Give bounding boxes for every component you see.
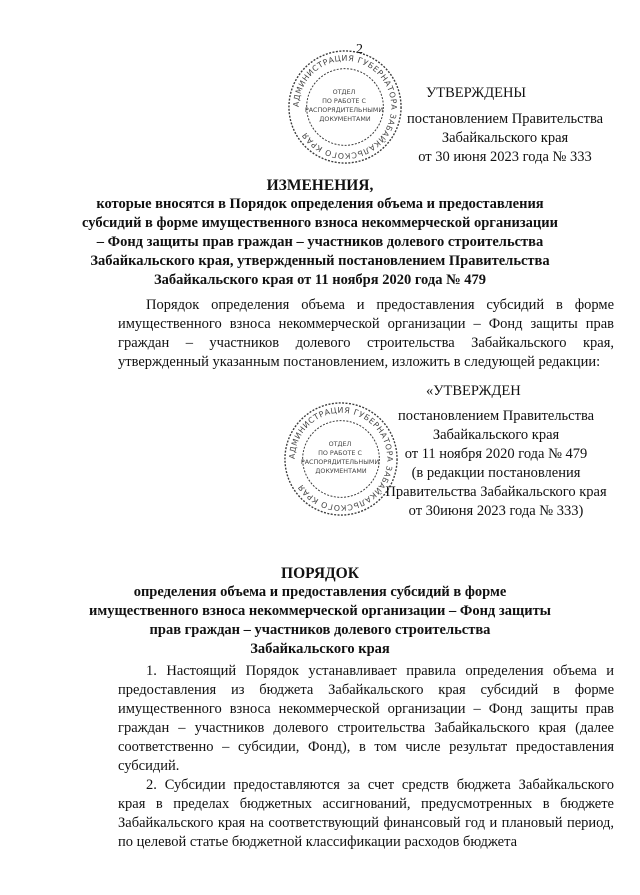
changes-line: субсидий в форме имущественного взноса некоммерческой организации	[82, 215, 558, 231]
approval-block-1	[400, 84, 610, 167]
approval-line: Забайкальского края	[432, 427, 560, 443]
paragraph-1: 1. Настоящий Порядок устанавливает правила определения объема и предоставления из бюджета Забайкальского края субсидий в форме имущественного взноса некоммерческой организации – Фонд защиты прав граждан – участников долевого строительства Забайкальского края (далее соответственно – субсидии, Фонд), в том числе результат предоставления субсидий.	[118, 663, 614, 774]
order-title: ПОРЯДОК	[281, 565, 359, 582]
order-heading	[60, 564, 580, 659]
approval-line: от 30июня 2023 года № 333)	[408, 503, 584, 519]
approval-line: постановлением Правительства	[397, 408, 595, 424]
approval-line: (в редакции постановления	[411, 465, 581, 481]
changes-title: ИЗМЕНЕНИЯ,	[266, 177, 374, 194]
stamp-ring-text: АДМИНИСТРАЦИЯ ГУБЕРНАТОРА ЗАБАЙКАЛЬСКОГО КРАЯ	[291, 53, 399, 161]
approval-line: от 11 ноября 2020 года № 479	[404, 446, 588, 462]
changes-line: Забайкальского края от 11 ноября 2020 года № 479	[153, 272, 487, 288]
order-line: имущественного взноса некоммерческой организации – Фонд защиты	[88, 603, 552, 619]
approval-line: постановлением Правительства	[406, 111, 604, 127]
approval-line: Правительства Забайкальского края	[385, 484, 607, 500]
paragraph-2: 2. Субсидии предоставляются за счет средств бюджета Забайкальского края в пределах бюджетных ассигнований, предусмотренных в бюджете Забайкальского края на соответствующий финансовый год и плановый период, по целевой статье бюджетной классификации расходов бюджета	[118, 777, 614, 850]
official-stamp	[286, 48, 404, 166]
stamp-center-line: РАСПОРЯДИТЕЛЬНЫМИ	[304, 105, 384, 114]
svg-text:ОТДЕЛ ПО РАБОТЕ С	[301, 440, 381, 475]
order-line: прав граждан – участников долевого строительства	[149, 622, 491, 638]
changes-heading	[60, 176, 580, 290]
stamp-center-line: ДОКУМЕНТАМИ	[319, 114, 371, 123]
changes-line: Забайкальского края, утвержденный постановлением Правительства	[90, 253, 550, 269]
stamp-center-line: ОТДЕЛ	[332, 88, 356, 97]
approval-title: УТВЕРЖДЕНЫ	[426, 85, 527, 101]
stamp-ring-text: АДМИНИСТРАЦИЯ ГУБЕРНАТОРА ЗАБАЙКАЛЬСКОГО КРАЯ	[287, 405, 395, 513]
stamp-seal-graphic	[286, 48, 404, 166]
stamp-center-line: ПО РАБОТЕ С	[318, 449, 362, 458]
intro-paragraph	[118, 296, 614, 372]
body-paragraphs	[118, 662, 614, 852]
approval-line: от 30 июня 2023 года № 333	[418, 149, 592, 165]
stamp-center-line: ПО РАБОТЕ С	[322, 97, 366, 106]
changes-line: которые вносятся в Порядок определения объема и предоставления	[96, 196, 544, 212]
order-line: Забайкальского края	[250, 641, 390, 657]
stamp-center-line: ОТДЕЛ	[328, 440, 352, 449]
stamp-center-line: РАСПОРЯДИТЕЛЬНЫМИ	[300, 457, 380, 466]
stamp-center-line: ДОКУМЕНТАМИ	[315, 466, 367, 475]
approval-block-2	[382, 382, 610, 521]
order-line: определения объема и предоставления субсидий в форме	[133, 584, 507, 600]
intro-paragraph-text: Порядок определения объема и предоставления субсидий в форме имущественного взноса некоммерческой организации – Фонд защиты прав граждан – участников долевого строительства Забайкальского края, утвержденный указанным постановлением, изложить в следующей редакции:	[118, 297, 614, 370]
page-number: 2	[356, 42, 363, 57]
changes-line: – Фонд защиты прав граждан – участников долевого строительства	[96, 234, 544, 250]
approval-line: Забайкальского края	[441, 130, 569, 146]
approval-title: «УТВЕРЖДЕН	[426, 383, 521, 399]
svg-text:ОТДЕЛ ПО РАБОТЕ С	[305, 88, 385, 123]
